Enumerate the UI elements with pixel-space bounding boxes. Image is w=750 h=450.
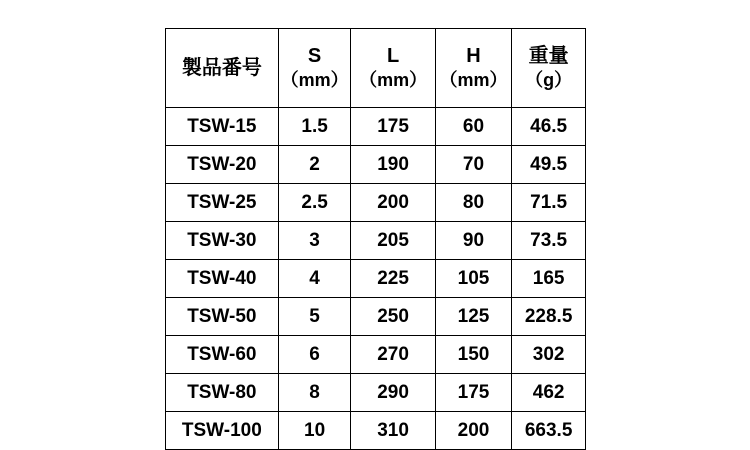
column-header-s <box>278 29 351 108</box>
cell-l: 225 <box>351 260 435 298</box>
cell-weight: 49.5 <box>512 146 586 184</box>
column-header-l-unit: （mm） <box>359 70 428 91</box>
cell-h: 60 <box>435 108 512 146</box>
column-header-l-label: L <box>386 45 400 68</box>
cell-weight: 46.5 <box>512 108 586 146</box>
cell-model: TSW-100 <box>166 412 279 450</box>
cell-h: 150 <box>435 336 512 374</box>
table-row <box>166 108 586 146</box>
cell-h: 125 <box>435 298 512 336</box>
cell-model: TSW-40 <box>166 260 279 298</box>
column-header-model <box>166 29 279 108</box>
specification-table <box>165 28 586 450</box>
cell-s: 10 <box>278 412 351 450</box>
cell-l: 200 <box>351 184 435 222</box>
cell-model: TSW-30 <box>166 222 279 260</box>
table-header <box>166 29 586 108</box>
cell-model: TSW-20 <box>166 146 279 184</box>
cell-l: 310 <box>351 412 435 450</box>
column-header-l <box>351 29 435 108</box>
cell-s: 5 <box>278 298 351 336</box>
cell-h: 80 <box>435 184 512 222</box>
cell-l: 250 <box>351 298 435 336</box>
table-row <box>166 374 586 412</box>
cell-l: 205 <box>351 222 435 260</box>
specification-table-container <box>165 28 586 450</box>
column-header-weight-unit: （g） <box>525 70 573 91</box>
cell-h: 200 <box>435 412 512 450</box>
table-row <box>166 412 586 450</box>
cell-h: 70 <box>435 146 512 184</box>
cell-s: 3 <box>278 222 351 260</box>
table-row <box>166 146 586 184</box>
cell-l: 270 <box>351 336 435 374</box>
cell-l: 290 <box>351 374 435 412</box>
table-row <box>166 298 586 336</box>
cell-weight: 71.5 <box>512 184 586 222</box>
table-row <box>166 260 586 298</box>
column-header-model-label: 製品番号 <box>181 56 262 79</box>
cell-l: 190 <box>351 146 435 184</box>
table-row <box>166 222 586 260</box>
cell-s: 2 <box>278 146 351 184</box>
cell-h: 105 <box>435 260 512 298</box>
column-header-weight <box>512 29 586 108</box>
column-header-weight-label: 重量 <box>528 45 569 68</box>
cell-model: TSW-60 <box>166 336 279 374</box>
cell-l: 175 <box>351 108 435 146</box>
table-body <box>166 108 586 450</box>
cell-weight: 73.5 <box>512 222 586 260</box>
column-header-h <box>435 29 512 108</box>
cell-s: 1.5 <box>278 108 351 146</box>
cell-s: 4 <box>278 260 351 298</box>
cell-weight: 228.5 <box>512 298 586 336</box>
cell-s: 6 <box>278 336 351 374</box>
cell-model: TSW-15 <box>166 108 279 146</box>
cell-s: 2.5 <box>278 184 351 222</box>
table-row <box>166 184 586 222</box>
column-header-s-label: S <box>307 45 322 68</box>
cell-s: 8 <box>278 374 351 412</box>
cell-model: TSW-25 <box>166 184 279 222</box>
column-header-h-label: H <box>466 45 481 68</box>
cell-model: TSW-50 <box>166 298 279 336</box>
column-header-s-unit: （mm） <box>280 70 349 91</box>
cell-h: 175 <box>435 374 512 412</box>
cell-h: 90 <box>435 222 512 260</box>
table-row <box>166 336 586 374</box>
cell-weight: 663.5 <box>512 412 586 450</box>
cell-weight: 165 <box>512 260 586 298</box>
column-header-h-unit: （mm） <box>439 70 508 91</box>
cell-model: TSW-80 <box>166 374 279 412</box>
table-header-row <box>166 29 586 108</box>
cell-weight: 302 <box>512 336 586 374</box>
cell-weight: 462 <box>512 374 586 412</box>
